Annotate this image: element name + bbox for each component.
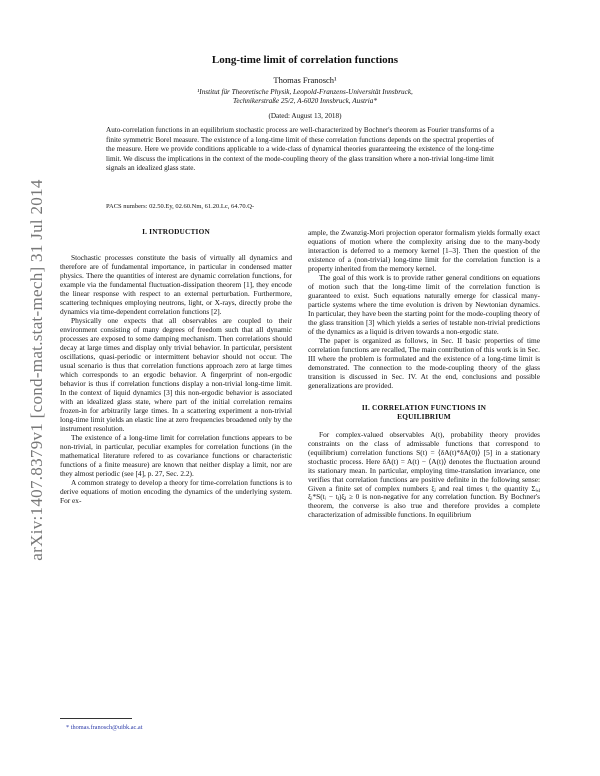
intro-paragraph-3: The existence of a long-time limit for correlation functions appears to be non-trivial, in particular, peculiar examples for correlation functions (in the mathematical literature refered to as covariance functions or characteristic functions of a finite measure) are known that neither display a limit, nor are they almost periodic (see [4], p. 27, Sec. 2.2).: [60, 432, 292, 478]
paper-author: Thomas Franosch¹: [273, 75, 337, 85]
affiliation-line-1: ¹Institut für Theoretische Physik, Leopold-Franzens-Universität Innsbruck,: [197, 88, 413, 96]
intro-paragraph-5: The goal of this work is to provide rather general conditions on equations of motion such that the long-time limit of the correlation function is guaranteed to exist. Such equations naturally emerge for classical many-particle systems where the time evolution is driven by Newtonian dynamics. In particular, they have been the starting point for the mode-coupling theory of the glass transition [3] which yields a series of testable non-trivial predictions of the dynamics as a liquid is driven towards a non-ergodic state.: [308, 272, 540, 336]
abstract: Auto-correlation functions in an equilibrium stochastic process are well-characterized by Bochner's theorem as Fourier transforms of a finite symmetric Borel measure. The existence of a long-time limit of these correlation functions depends on the spectral properties of the measure. Here we provide conditions applicable to a wide-class of dynamical theories guaranteeing the existence of the long-time limit. We discuss the implications in the context of the mode-coupling theory of the glass transition where a non-trivial long-time limit signals an idealized glass state.: [106, 126, 494, 172]
paper-title: Long-time limit of correlation functions: [211, 54, 399, 66]
date-line: (Dated: August 13, 2018): [268, 112, 342, 120]
intro-paragraph-1: Stochastic processes constitute the basis of virtually all dynamics and therefore are of fundamental importance, in particular in condensed matter physics. There the quantities of interest are dynamic correlation functions, for example via the fundamental fluctuation-dissipation theorem [1], they encode the linear response with respect to an external perturbation. Furthermore, scattering techniques employing neutrons, light, or X-rays, directly probe the dynamics via time-dependent correlation functions [2].: [60, 252, 292, 316]
arxiv-stamp: [22, 150, 52, 590]
left-column: [60, 228, 292, 505]
intro-paragraph-4-cont: ample, the Zwanzig-Mori projection operator formalism yields formally exact equations of motion where the complexity arising due to the many-body interaction is deferred to a memory kernel [1–3]. Then the question of the existence of a (non-trivial) long-time limit for the correlation function is a property inherited from the memory kernel.: [308, 228, 540, 273]
arxiv-stamp-text: arXiv:1407.8379v1 [cond-mat.stat-mech] 31 Jul 2014: [27, 179, 46, 561]
pacs-numbers: PACS numbers: 02.50.Ey, 02.60.Nm, 61.20.Lc, 64.70.Q-: [106, 203, 255, 210]
section-1-heading: I. INTRODUCTION: [142, 227, 210, 236]
section-2-heading-line-1: II. CORRELATION FUNCTIONS IN: [361, 402, 487, 412]
intro-paragraph-6: The paper is organized as follows, in Sec. II basic properties of time correlation functions are recalled, The main contribution of this work is in Sec. III where the problem is formulated and the existence of a long-time limit is demonstrated. The connection to the mode-coupling theory of the glass transition is discussed in Sec. IV. At the end, conclusions and possible generalizations are provided.: [308, 335, 540, 390]
footnote-email[interactable]: * thomas.franosch@uibk.ac.at: [66, 724, 143, 731]
section-2-heading: [308, 404, 540, 422]
affiliation: [70, 88, 540, 106]
section-2-paragraph-1: For complex-valued observables A(t), probability theory provides constraints on the class of admissable functions that correspond to (equilibrium) correlation functions S(t) = ⟨δA(t)*δA(0)⟩ [5] in a stationary stochastic process. Here δA(t) = A(t) − ⟨A(t)⟩ denotes the fluctuation around its stationary mean. In particular, employing time-translation invariance, one verifies that correlation functions are positive definite in the following sense: Given a finite set of complex numbers ξᵢ and real times tᵢ the quantity Σᵢ,ⱼ ξᵢ*S(tᵢ − tⱼ)ξⱼ ≥ 0 is non-negative for any correlation function. By Bochner's theorem, the converse is also true and therefore provides a complete characterization of admissible functions. In equilibrium: [308, 429, 540, 520]
footnote-rule: [60, 718, 132, 719]
intro-paragraph-4: A common strategy to develop a theory for time-correlation functions is to derive equations of motion encoding the dynamics of the underlying system. For ex-: [60, 477, 292, 505]
intro-paragraph-2: Physically one expects that all observables are coupled to their environment consisting of many degrees of freedom such that all dynamic processes are exposed to some damping mechanism. Then correlations should decay at large times and display only trivial behavior. In particular, persistent oscillations, quasi-periodic or intermittent behavior should not occur. The usual scenario is thus that correlation functions approach zero at large times which corresponds to an ergodic behavior. A fingerprint of non-ergodic behavior is thus if correlation functions display a non-trivial long-time limit. In the context of liquid dynamics [3] this non-ergodic behavior is associated with an idealized glass state, where part of the initial correlation remains frozen-in for arbitrarily large times. In a scattering experiment a non-trivial long-time limit yields an elastic line at zero frequencies broadened only by the instrument resolution.: [60, 315, 292, 433]
section-2-heading-line-2: EQUILIBRIUM: [397, 411, 451, 421]
right-column: [308, 228, 540, 519]
affiliation-line-2: Technikerstraße 25/2, A-6020 Innsbruck, Austria*: [232, 97, 377, 105]
